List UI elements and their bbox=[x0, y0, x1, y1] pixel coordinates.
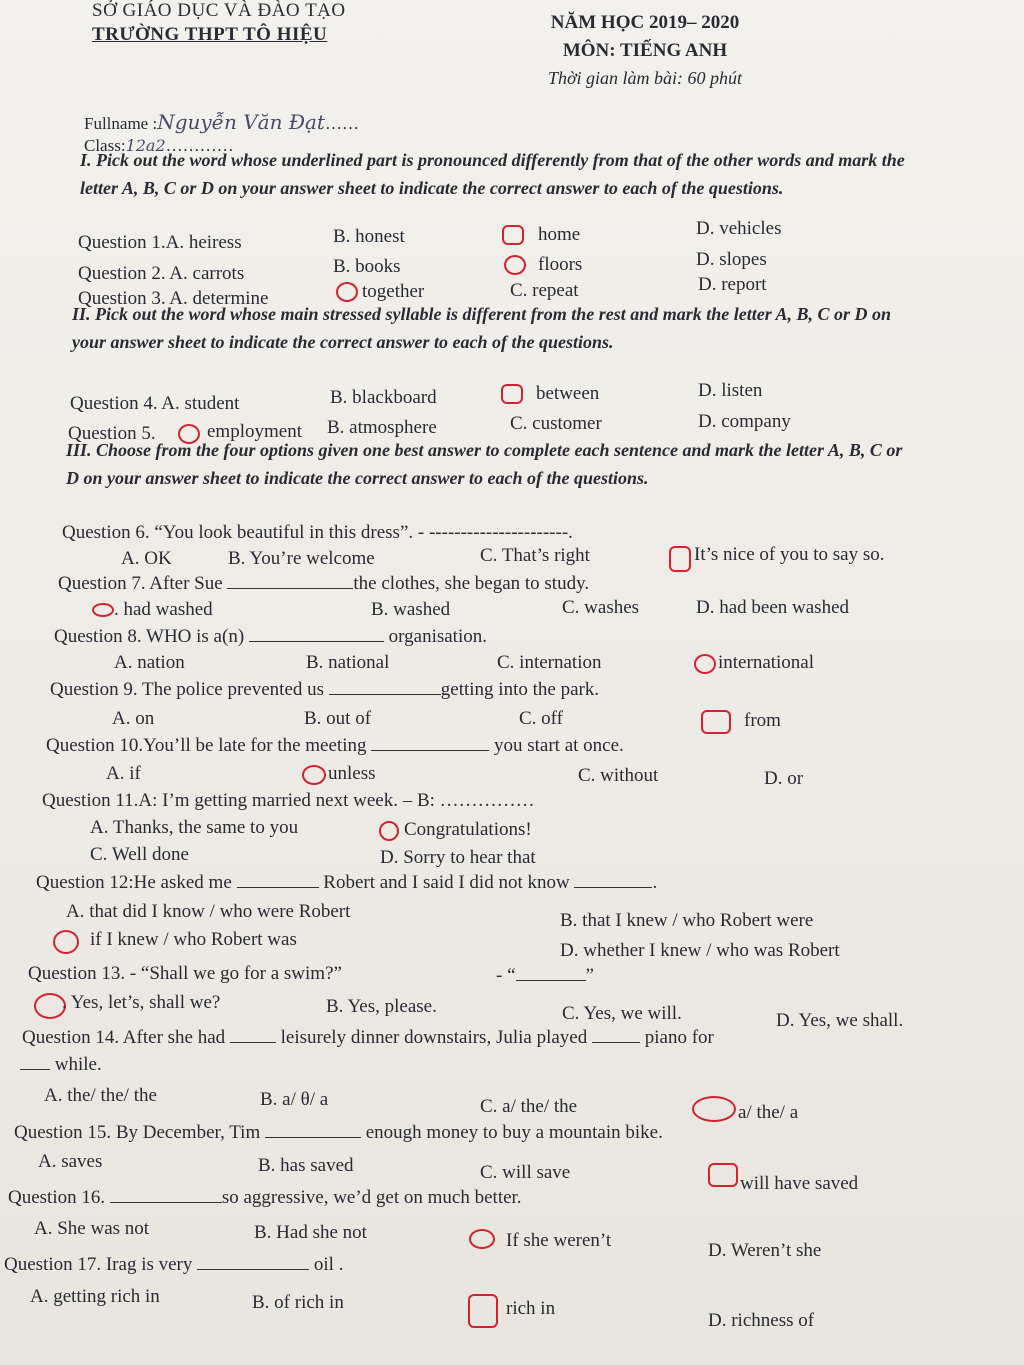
q6-option-b: B. You’re welcome bbox=[228, 548, 375, 569]
q1-option-d: D. vehicles bbox=[696, 218, 782, 239]
q13-reply-open: - “ bbox=[496, 965, 516, 986]
q6-option-a: A. OK bbox=[121, 548, 172, 569]
school-year: NĂM HỌC 2019– 2020 bbox=[550, 12, 740, 33]
answer-mark bbox=[501, 384, 523, 404]
q5-option-d: D. company bbox=[698, 411, 791, 432]
q17-option-a: A. getting rich in bbox=[30, 1286, 160, 1307]
answer-mark bbox=[379, 821, 399, 841]
answer-mark bbox=[694, 654, 716, 674]
q14-option-d: a/ the/ a bbox=[738, 1102, 799, 1123]
q4-option-b: B. blackboard bbox=[330, 387, 437, 408]
q15-option-c: C. will save bbox=[480, 1162, 571, 1183]
answer-mark bbox=[504, 255, 526, 275]
q16-blank bbox=[110, 1202, 222, 1203]
q16-stem bbox=[8, 1187, 522, 1209]
q15-stem bbox=[14, 1122, 663, 1144]
q14-blank-3 bbox=[20, 1069, 50, 1070]
q1-option-c: home bbox=[538, 224, 581, 245]
q6-option-d: It’s nice of you to say so. bbox=[694, 544, 885, 565]
q12-blank-1 bbox=[237, 887, 319, 888]
q14-blank-2 bbox=[592, 1042, 640, 1043]
q14-stem-line2 bbox=[20, 1054, 102, 1076]
q17-option-d: D. richness of bbox=[708, 1310, 815, 1331]
department: SỞ GIÁO DỤC VÀ ĐÀO TẠO bbox=[92, 0, 346, 21]
fullname-value: Nguyễn Văn Đạt bbox=[157, 110, 325, 134]
q14-stem-part1: Question 14. After she had bbox=[22, 1027, 226, 1048]
q5-option-c: C. customer bbox=[510, 413, 602, 434]
q15-stem-part2: enough money to buy a mountain bike. bbox=[365, 1122, 663, 1143]
q12-stem-part1: Question 12:He asked me bbox=[36, 872, 232, 893]
q14-blank-1 bbox=[230, 1042, 276, 1043]
answer-mark bbox=[468, 1294, 498, 1328]
q10-option-a: A. if bbox=[106, 763, 141, 784]
q2-option-d: D. slopes bbox=[696, 249, 767, 270]
q9-stem-part2: getting into the park. bbox=[440, 679, 600, 700]
answer-mark bbox=[502, 225, 524, 245]
q13-option-a: . Yes, let’s, shall we? bbox=[62, 992, 221, 1013]
q8-option-d: international bbox=[718, 652, 815, 673]
q14-stem-part4: while. bbox=[54, 1054, 102, 1075]
answer-mark bbox=[692, 1096, 736, 1122]
q16-option-b: B. Had she not bbox=[254, 1222, 367, 1243]
q14-stem-part2: leisurely dinner downstairs, Julia played bbox=[280, 1027, 588, 1048]
q7-option-b: B. washed bbox=[371, 599, 451, 620]
q10-blank bbox=[371, 750, 489, 751]
q15-option-d: will have saved bbox=[740, 1173, 859, 1194]
q16-stem-part1: Question 16. bbox=[8, 1187, 106, 1208]
q4-option-c: between bbox=[536, 383, 600, 404]
q2-option-c: floors bbox=[538, 254, 583, 275]
subject: MÔN: TIẾNG ANH bbox=[562, 40, 728, 61]
q13-option-c: C. Yes, we will. bbox=[562, 1003, 682, 1024]
q5-stem: Question 5. bbox=[68, 423, 156, 444]
q3-option-d: D. report bbox=[698, 274, 767, 295]
q11-option-c: C. Well done bbox=[90, 844, 189, 865]
q3-option-c: C. repeat bbox=[510, 280, 579, 301]
q5-option-a: employment bbox=[207, 421, 302, 442]
q8-option-a: A. nation bbox=[114, 652, 185, 673]
answer-mark bbox=[708, 1163, 738, 1187]
q16-option-c: If she weren’t bbox=[506, 1230, 612, 1251]
q17-stem-part2: oil . bbox=[313, 1254, 344, 1275]
q14-option-c: C. a/ the/ the bbox=[480, 1096, 578, 1117]
q14-option-a: A. the/ the/ the bbox=[44, 1085, 157, 1106]
q8-stem bbox=[54, 626, 487, 648]
class-label: Class: bbox=[84, 136, 126, 155]
q2-option-b: B. books bbox=[333, 256, 401, 277]
q15-option-a: A. saves bbox=[38, 1151, 103, 1172]
q13-blank bbox=[516, 980, 586, 981]
q15-blank bbox=[265, 1137, 361, 1138]
q8-option-c: C. internation bbox=[497, 652, 602, 673]
header-right bbox=[520, 4, 770, 95]
header-left bbox=[92, 0, 346, 46]
q9-stem-part1: Question 9. The police prevented us bbox=[50, 679, 325, 700]
q10-stem-part2: you start at once. bbox=[494, 735, 624, 756]
q11-option-d: D. Sorry to hear that bbox=[380, 847, 536, 868]
q12-blank-2 bbox=[574, 887, 652, 888]
q8-stem-part2: organisation. bbox=[388, 626, 487, 647]
q8-option-b: B. national bbox=[306, 652, 390, 673]
q12-option-d: D. whether I knew / who was Robert bbox=[560, 940, 840, 961]
q17-option-b: B. of rich in bbox=[252, 1292, 344, 1313]
q15-option-b: B. has saved bbox=[258, 1155, 354, 1176]
q11-option-b: Congratulations! bbox=[404, 819, 532, 840]
q12-option-a: A. that did I know / who were Robert bbox=[66, 901, 351, 922]
q2-stem: Question 2. A. carrots bbox=[78, 263, 245, 284]
q9-stem bbox=[50, 679, 599, 701]
answer-mark bbox=[336, 282, 358, 302]
q9-option-b: B. out of bbox=[304, 708, 372, 729]
q4-stem: Question 4. A. student bbox=[70, 393, 240, 414]
q17-blank bbox=[197, 1269, 309, 1270]
time-limit: Thời gian làm bài: 60 phút bbox=[547, 68, 743, 88]
answer-mark bbox=[302, 765, 326, 785]
q15-stem-part1: Question 15. By December, Tim bbox=[14, 1122, 261, 1143]
q12-stem-part2: Robert and I said I did not know bbox=[323, 872, 570, 893]
q13-reply-close: ” bbox=[585, 965, 594, 986]
q1-stem: Question 1.A. heiress bbox=[78, 232, 242, 253]
q8-blank bbox=[249, 641, 384, 642]
q10-option-b: unless bbox=[328, 763, 376, 784]
q16-option-d: D. Weren’t she bbox=[708, 1240, 822, 1261]
q9-option-c: C. off bbox=[519, 708, 563, 729]
q7-option-c: C. washes bbox=[562, 597, 640, 618]
section-2-instructions: II. Pick out the word whose main stressed syllable is different from the rest and mark the letter A, B, C or D on your answer sheet to indicate the correct answer to each of the questions. bbox=[72, 304, 892, 352]
q1-option-b: B. honest bbox=[333, 226, 405, 247]
answer-mark bbox=[701, 710, 731, 734]
q4-option-d: D. listen bbox=[698, 380, 763, 401]
q14-option-b: B. a/ θ/ a bbox=[260, 1089, 329, 1110]
q14-stem-part3: piano for bbox=[644, 1027, 714, 1048]
answer-mark bbox=[669, 546, 691, 572]
q16-option-a: A. She was not bbox=[34, 1218, 150, 1239]
q9-option-d: from bbox=[744, 710, 781, 731]
q13-option-b: B. Yes, please. bbox=[326, 996, 437, 1017]
q7-blank bbox=[227, 588, 353, 589]
q3-stem: Question 3. A. determine bbox=[78, 288, 269, 309]
q10-stem-part1: Question 10.You’ll be late for the meeting bbox=[46, 735, 367, 756]
school-name: TRƯỜNG THPT TÔ HIỆU bbox=[92, 24, 328, 45]
q16-stem-part2: so aggressive, we’d get on much better. bbox=[221, 1187, 522, 1208]
q8-stem-part1: Question 8. WHO is a(n) bbox=[54, 626, 245, 647]
student-info: Fullname :Nguyễn Văn Đạt…… Class:12a2………… bbox=[84, 110, 359, 155]
q13-stem: Question 13. - “Shall we go for a swim?” bbox=[28, 963, 342, 984]
q13-option-d: D. Yes, we shall. bbox=[776, 1010, 904, 1031]
q12-option-c: if I knew / who Robert was bbox=[90, 929, 297, 950]
q12-stem: Question 12:He asked me Robert and I said I did not know . bbox=[36, 872, 658, 893]
q10-stem bbox=[46, 735, 624, 757]
section-1-instructions: I. Pick out the word whose underlined part is pronounced differently from that of the other words and mark the letter A, B, C or D on your answer sheet to indicate the correct answer to each of the questions. bbox=[80, 150, 905, 198]
answer-mark bbox=[92, 603, 114, 617]
q17-stem-part1: Question 17. Irag is very bbox=[4, 1254, 193, 1275]
q6-stem: Question 6. “You look beautiful in this dress”. - ----------------------. bbox=[62, 522, 573, 543]
q7-option-a: . had washed bbox=[114, 599, 213, 620]
q7-option-d: D. had been washed bbox=[696, 597, 850, 618]
q7-stem bbox=[58, 573, 589, 595]
q9-option-a: A. on bbox=[112, 708, 155, 729]
class-value: 12a2 bbox=[125, 136, 166, 155]
q17-option-c: rich in bbox=[506, 1298, 556, 1319]
q5-option-b: B. atmosphere bbox=[327, 417, 437, 438]
q17-stem bbox=[4, 1254, 343, 1276]
q10-option-c: C. without bbox=[578, 765, 659, 786]
answer-mark bbox=[53, 930, 79, 954]
q6-option-c: C. That’s right bbox=[480, 545, 590, 566]
section-3-instructions: III. Choose from the four options given one best answer to complete each sentence and mark the letter A, B, C or D on your answer sheet to indicate the correct answer to each of the questions. bbox=[66, 440, 903, 488]
q13-reply bbox=[496, 965, 594, 987]
q10-option-d: D. or bbox=[764, 768, 804, 789]
q3-option-b: together bbox=[362, 281, 425, 302]
fullname-label: Fullname : bbox=[84, 114, 158, 133]
answer-mark bbox=[469, 1229, 495, 1249]
q14-stem bbox=[22, 1027, 714, 1049]
q9-blank bbox=[329, 694, 441, 695]
q11-stem: Question 11.A: I’m getting married next week. – B: …………… bbox=[42, 790, 535, 811]
q12-option-b: B. that I knew / who Robert were bbox=[560, 910, 814, 931]
q7-stem-part1: Question 7. After Sue bbox=[58, 573, 223, 594]
q7-stem-part2: the clothes, she began to study. bbox=[353, 573, 590, 594]
q11-option-a: A. Thanks, the same to you bbox=[90, 817, 299, 838]
